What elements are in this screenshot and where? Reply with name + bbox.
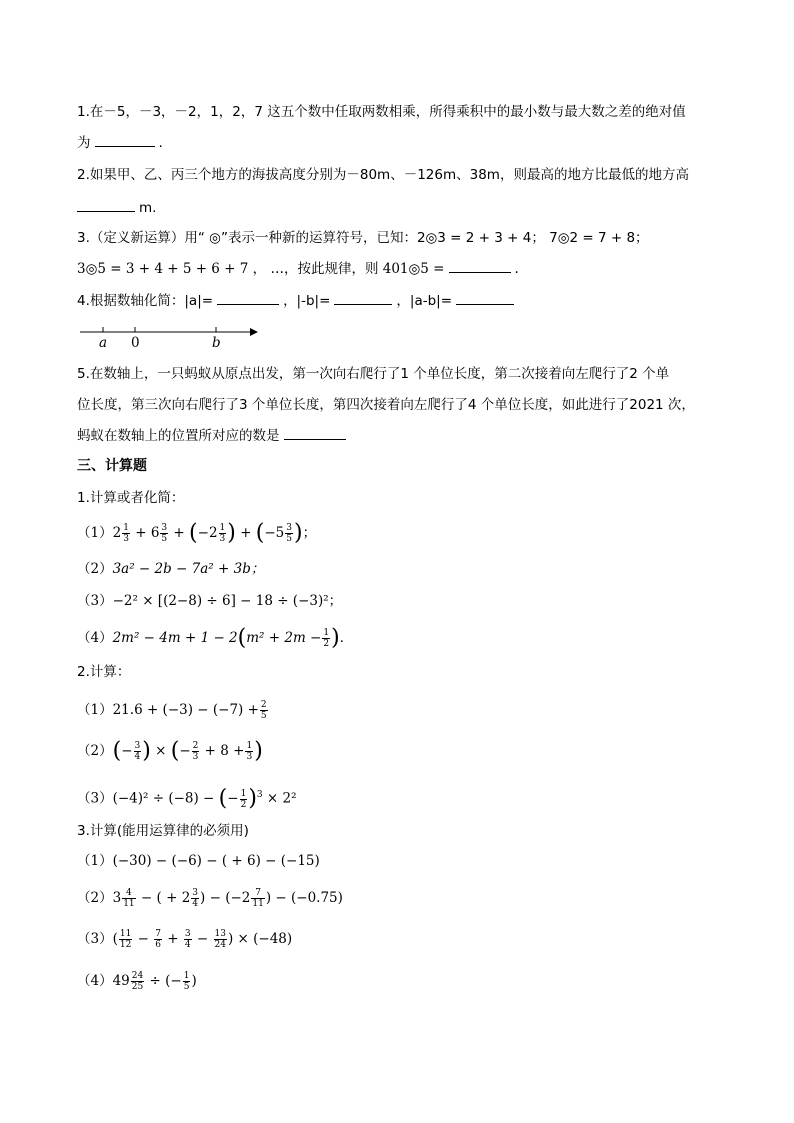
q3-line2: 3◎5 = 3 + 4 + 5 + 6 + 7 ， …，按此规律，则 401◎5 = .	[77, 258, 519, 279]
q5-line3: 蚂蚁在数轴上的位置所对应的数是	[77, 425, 350, 446]
calc1-item3: （3）−2² × [(2−8) ÷ 6] − 18 ÷ (−3)²；	[77, 593, 343, 609]
answer-blank[interactable]	[77, 197, 135, 212]
number-line-label-b: b	[212, 335, 221, 351]
answer-blank[interactable]	[95, 132, 155, 147]
calc3-item3: （3）( $\frac{11}{12}$ − $\frac{7}{6}$ + $\frac{3}{4}$ − $\frac{13}{24}$ ) × (−48)	[77, 929, 293, 950]
q2-line2: m.	[77, 197, 156, 218]
calc2-item2: （2）(− $\frac{3}{4}$ ) × (− $\frac{2}{3}$ + 8 + $\frac{1}{3}$ )	[77, 738, 263, 764]
section-title: 三、计算题	[77, 458, 147, 474]
q4-line: 4.根据数轴化简：|a|= ，|-b|= ，|a-b|=	[77, 290, 518, 311]
calc2-item1: （1）21.6 + (−3) − (−7) + $\frac{2}{5}$	[77, 700, 267, 721]
q5-line1: 5.在数轴上，一只蚂蚁从原点出发，第一次向右爬行了1 个单位长度，第二次接着向左爬行了2 个单	[77, 366, 670, 382]
calc3-item4: （4）49 $\frac{24}{25}$ ÷ (− $\frac{1}{5}$ )	[77, 971, 197, 992]
answer-blank[interactable]	[284, 425, 346, 440]
calc2-item3: （3）(−4)² ÷ (−8) − (− $\frac{1}{2}$ )$^3$ × 2²	[77, 786, 297, 811]
calc1-item2: （2）3a² − 2b − 7a² + 3b；	[77, 561, 265, 577]
q1-line2: 为 .	[77, 132, 163, 153]
calc3-item1: （1）(−30) − (−6) − ( + 6) − (−15)	[77, 853, 320, 869]
calc3-item2: （2）3 $\frac{4}{11}$ − ( + 2 $\frac{3}{4}$ ) − (−2 $\frac{7}{11}$ ) − (−0.75)	[77, 888, 343, 909]
calc3-title: 3.计算(能用运算律的必须用)	[77, 823, 249, 839]
q2-line1: 2.如果甲、乙、丙三个地方的海拔高度分别为－80m、－126m、38m，则最高的地方比最低的地方高	[77, 167, 689, 183]
number-line-label-zero: 0	[131, 335, 140, 351]
calc2-title: 2.计算：	[77, 664, 131, 680]
q3-line1: 3.（定义新运算）用“ ◎”表示一种新的运算符号，已知：2◎3 = 2 + 3 + 4； 7◎2 = 7 + 8；	[77, 230, 649, 246]
answer-blank[interactable]	[449, 258, 511, 273]
calc1-item1: （1）2 $\frac{1}{3}$ + 6 $\frac{3}{5}$ + (−2 $\frac{1}{3}$ ) + (−5 $\frac{3}{5}$ )；	[77, 520, 317, 546]
calc1-item4: （4）2m² − 4m + 1 − 2(m² + 2m − $\frac{1}{2}$ )．	[77, 625, 354, 651]
number-line-label-a: a	[99, 335, 108, 351]
calc1-title: 1.计算或者化简：	[77, 490, 185, 506]
q1-line1: 1.在－5，－3，－2，1，2，7 这五个数中任取两数相乘，所得乘积中的最小数与最大数之差的绝对值	[77, 104, 686, 120]
answer-blank[interactable]	[217, 290, 279, 305]
q5-line2: 位长度，第三次向右爬行了3 个单位长度，第四次接着向左爬行了4 个单位长度，如此进行了2021 次，	[77, 397, 695, 413]
answer-blank[interactable]	[456, 290, 514, 305]
answer-blank[interactable]	[334, 290, 392, 305]
